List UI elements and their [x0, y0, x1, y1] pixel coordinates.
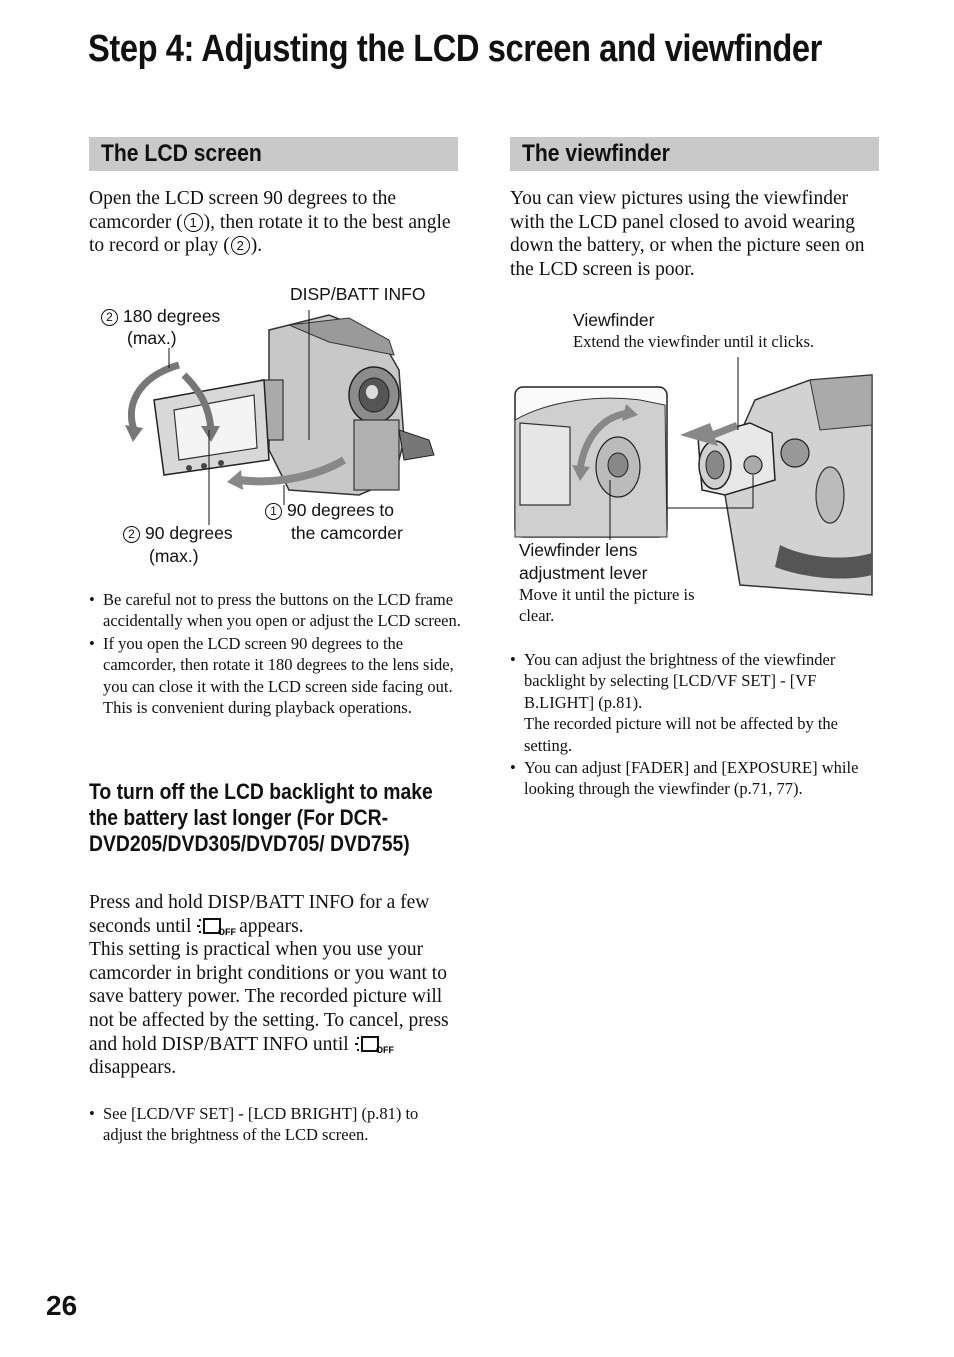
- list-item: • If you open the LCD screen 90 degrees to the camcorder, then rotate it 180 degrees to the lens side, you can close it with the LCD screen side facing out. This is convenient during playback operations.: [89, 633, 461, 719]
- backlight-notes-list: [89, 1103, 461, 1147]
- label-90a-line2: the camcorder: [291, 523, 403, 543]
- backlight-text-2: appears.: [239, 915, 304, 937]
- disp-batt-info-label: DISP/BATT INFO: [290, 284, 426, 304]
- step-2-marker: 2: [231, 236, 250, 255]
- backlight-subheading: To turn off the LCD backlight to make the battery last longer (For DCR-DVD205/DVD305/DVD705/ DVD755): [89, 779, 433, 856]
- viewfinder-figure: [510, 305, 880, 635]
- svg-text:OFF: OFF: [218, 926, 237, 937]
- lcd-section-heading: [89, 137, 458, 171]
- backlight-paragraph: [89, 891, 461, 1080]
- viewfinder-heading-text: The viewfinder: [522, 140, 670, 167]
- lever-label-line1: Viewfinder lens: [519, 540, 638, 560]
- backlight-text-1: Press and hold DISP/BATT INFO for a few seconds until: [89, 892, 430, 937]
- viewfinder-notes-list: [510, 649, 882, 801]
- viewfinder-section-heading: [510, 137, 879, 171]
- label-180-line1: 180 degrees: [123, 306, 221, 326]
- lever-label-line2: adjustment lever: [519, 563, 648, 583]
- step-2-marker: 2: [101, 309, 118, 326]
- label-90-to-camcorder: [265, 499, 394, 521]
- label-90a-line1: 90 degrees to: [287, 500, 395, 520]
- label-90b-max: (max.): [149, 546, 199, 566]
- lcd-intro: [89, 187, 459, 258]
- viewfinder-label: Viewfinder: [573, 310, 655, 330]
- step-1-marker: 1: [184, 213, 203, 232]
- viewfinder-label-sub: Extend the viewfinder until it clicks.: [573, 332, 815, 351]
- backlight-text-3: This setting is practical when you use your camcorder in bright conditions or you want to save battery power. The recorded picture will not be affected by the setting. To cancel, press and hold DISP/BATT INFO until: [89, 939, 449, 1055]
- backlight-text-4: disappears.: [89, 1057, 177, 1079]
- viewfinder-intro: You can view pictures using the viewfinder with the LCD panel closed to avoid wearing down the battery, or when the picture seen on the LCD screen is poor.: [510, 188, 865, 280]
- list-item: [510, 649, 882, 756]
- lcd-backlight-off-icon: [354, 1034, 392, 1054]
- step-1-marker: 1: [265, 503, 282, 520]
- label-180-max: (max.): [127, 328, 177, 348]
- lcd-heading-text: The LCD screen: [101, 140, 262, 167]
- list-item: • See [LCD/VF SET] - [LCD BRIGHT] (p.81) to adjust the brightness of the LCD screen.: [89, 1103, 461, 1146]
- label-180-degrees: [101, 305, 220, 327]
- lcd-intro-text-3: ).: [250, 235, 263, 257]
- page-title: Step 4: Adjusting the LCD screen and viewfinder: [88, 28, 822, 70]
- label-90b-line1: 90 degrees: [145, 523, 233, 543]
- lcd-intro-text-1: Open the LCD screen 90 degrees to the camcorder (: [89, 188, 397, 233]
- list-item: • You can adjust [FADER] and [EXPOSURE] while looking through the viewfinder (p.71, 77).: [510, 757, 882, 800]
- lcd-notes-list: [89, 589, 461, 719]
- lcd-backlight-off-icon: [196, 916, 237, 937]
- label-90-degrees-max: [123, 522, 233, 544]
- page-number: 26: [46, 1290, 78, 1321]
- lcd-intro-text-2: ), then rotate it to the best angle to record or play (: [89, 211, 451, 257]
- lcd-rotation-figure: [89, 280, 459, 580]
- svg-text:OFF: OFF: [375, 1044, 394, 1055]
- step-2-marker: 2: [123, 526, 140, 543]
- lever-label-sub: Move it until the picture is clear.: [519, 585, 695, 626]
- list-item: • Be careful not to press the buttons on the LCD frame accidentally when you open or adjust the LCD screen.: [89, 589, 461, 632]
- viewfinder-note-1b: The recorded picture will not be affected by the setting.: [524, 714, 838, 755]
- viewfinder-note-1: You can adjust the brightness of the viewfinder backlight by selecting [LCD/VF SET] - [VF B.LIGHT] (p.81).: [524, 650, 836, 712]
